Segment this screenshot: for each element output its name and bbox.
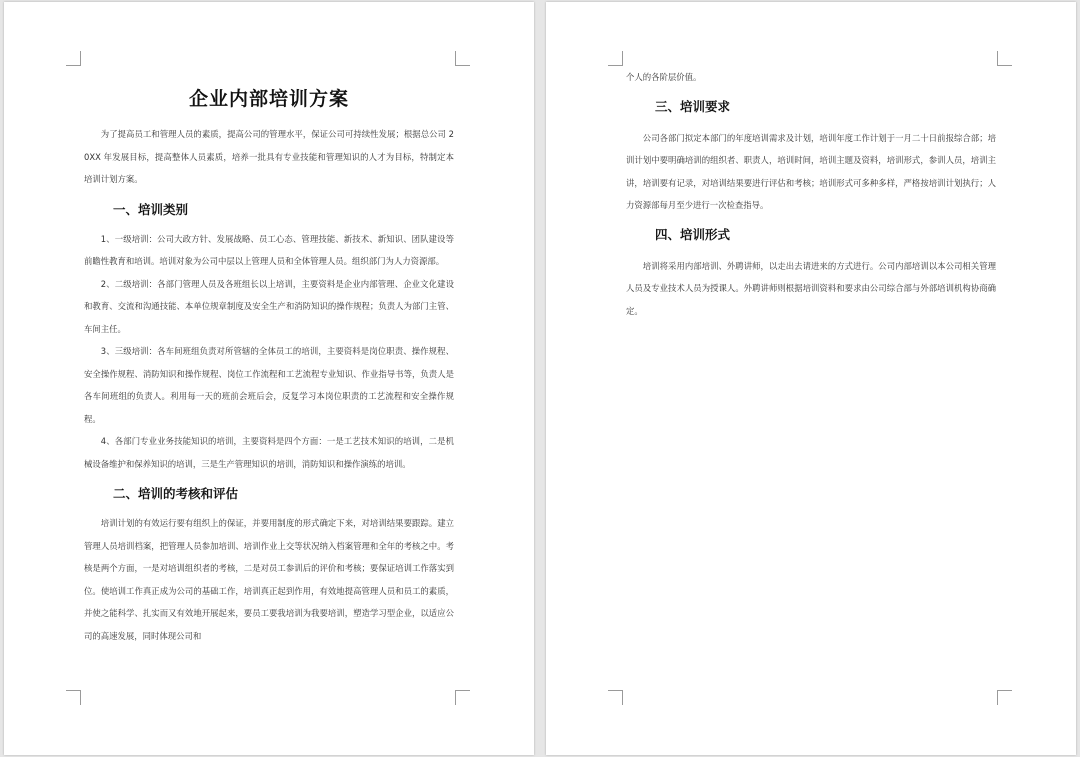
margin-corner-mark bbox=[608, 51, 623, 66]
section-paragraph: 培训计划的有效运行要有组织上的保证，并要用制度的形式确定下来，对培训结果要跟踪。建立管理人员培训档案，把管理人员参加培训、培训作业上交等状况纳入档案管理和全年的考核之中。考核是两个方面，一是对培训组织者的考核，二是对员工参训后的评价和考核；要保证培训工作落实到位。使培训工作真正成为公司的基础工作，培训真正起到作用，有效地提高管理人员和员工的素质，并使之能科学、扎实而又有效地开展起来，要员工要我培训为我要培训，塑造学习型企业，以适应公司的高速发展，同时体现公司和 bbox=[84, 518, 454, 641]
section-paragraph: 培训将采用内部培训、外聘讲师，以走出去请进来的方式进行。公司内部培训以本公司相关管理人员及专业技术人员为授课人。外聘讲师则根据培训资料和要求由公司综合部与外部培训机构协商确定。 bbox=[626, 260, 996, 316]
margin-corner-mark bbox=[455, 690, 470, 705]
document-page-1 bbox=[4, 2, 534, 755]
section-paragraph: 4、各部门专业业务技能知识的培训，主要资料是四个方面：一是工艺技术知识的培训，二是机械设备维护和保养知识的培训，三是生产管理知识的培训，消防知识和操作演练的培训。 bbox=[84, 436, 454, 469]
section-heading-format: 四、培训形式 bbox=[655, 226, 731, 242]
section-paragraph: 2、二级培训：各部门管理人员及各班组长以上培训，主要资料是企业内部管理、企业文化建设和教育、交流和沟通技能、本单位规章制度及安全生产和消防知识的操作规程；负责人为部门主管、车间主任。 bbox=[84, 278, 454, 334]
section-heading-requirements: 三、培训要求 bbox=[655, 98, 731, 114]
section-paragraph: 3、三级培训：各车间班组负责对所管辖的全体员工的培训，主要资料是岗位职责、操作规程、安全操作规程、消防知识和操作规程、岗位工作流程和工艺流程专业知识、作业指导书等，负责人是各车间班组的负责人。利用每一天的班前会班后会，反复学习本岗位职责的工艺流程和安全操作规程。 bbox=[84, 346, 454, 424]
section-paragraph: 1、一级培训：公司大政方针、发展战略、员工心态、管理技能、新技术、新知识、团队建设等前瞻性教育和培训。培训对象为公司中层以上管理人员和全体管理人员。组织部门为人力资源部。 bbox=[84, 233, 454, 266]
margin-corner-mark bbox=[997, 690, 1012, 705]
continued-text: 个人的各阶层价值。 bbox=[626, 72, 702, 82]
section-paragraph: 公司各部门拟定本部门的年度培训需求及计划，培训年度工作计划于一月二十日前报综合部；培训计划中要明确培训的组织者、职责人，培训时间，培训主题及资料，培训形式，参训人员，培训主讲，培训要有记录，对培训结果要进行评估和考核；培训形式可多种多样，严格按培训计划执行；人力资源部每月至少进行一次检查指导。 bbox=[626, 132, 996, 210]
section-heading-assessment: 二、培训的考核和评估 bbox=[113, 486, 239, 501]
page-2-body bbox=[626, 66, 996, 322]
margin-corner-mark bbox=[997, 51, 1012, 66]
document-page-2 bbox=[546, 2, 1076, 755]
margin-corner-mark bbox=[66, 690, 81, 705]
section-heading-types: 一、培训类别 bbox=[113, 201, 189, 217]
intro-paragraph: 为了提高员工和管理人员的素质，提高公司的管理水平，保证公司可持续性发展；根据总公司 20XX 年发展目标，提高整体人员素质，培养一批具有专业技能和管理知识的人才为目标，特制定本培训计划方案。 bbox=[84, 129, 454, 184]
margin-corner-mark bbox=[455, 51, 470, 66]
margin-corner-mark bbox=[66, 51, 81, 66]
margin-corner-mark bbox=[608, 690, 623, 705]
page-1-body bbox=[84, 84, 454, 647]
document-title: 企业内部培训方案 bbox=[188, 88, 349, 110]
